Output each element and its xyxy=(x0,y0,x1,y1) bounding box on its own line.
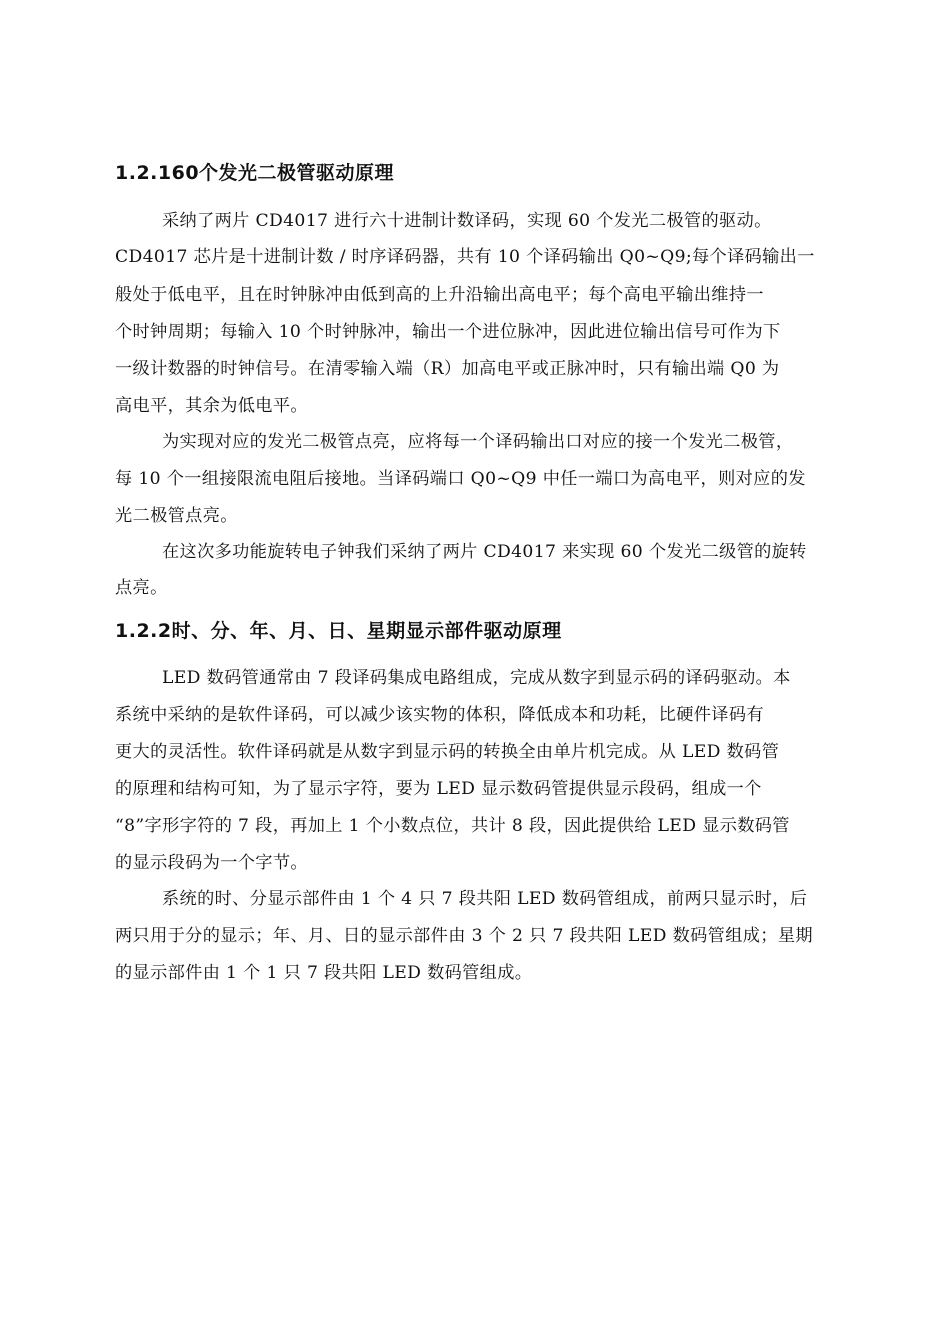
paragraph-line: 个时钟周期；每输入 10 个时钟脉冲，输出一个进位脉冲，因此进位输出信号可作为下 xyxy=(115,322,781,342)
paragraph-line: 一级计数器的时钟信号。在清零输入端（R）加高电平或正脉冲时，只有输出端 Q0 为 xyxy=(115,359,780,379)
section-heading-1-2-2: 1.2.2时、分、年、月、日、星期显示部件驱动原理 xyxy=(115,620,562,642)
paragraph-line: LED 数码管通常由 7 段译码集成电路组成，完成从数字到显示码的译码驱动。本 xyxy=(162,668,791,688)
paragraph-line: 的显示段码为一个字节。 xyxy=(115,853,308,873)
paragraph-line: 高电平，其余为低电平。 xyxy=(115,396,308,416)
paragraph-line: 的显示部件由 1 个 1 只 7 段共阳 LED 数码管组成。 xyxy=(115,963,533,983)
paragraph-line: 为实现对应的发光二极管点亮，应将每一个译码输出口对应的接一个发光二极管， xyxy=(162,432,794,452)
paragraph-line: 般处于低电平，且在时钟脉冲由低到高的上升沿输出高电平；每个高电平输出维持一 xyxy=(115,285,764,305)
paragraph-line: 系统中采纳的是软件译码，可以减少该实物的体积，降低成本和功耗，比硬件译码有 xyxy=(115,705,764,725)
paragraph-line: 系统的时、分显示部件由 1 个 4 只 7 段共阳 LED 数码管组成，前两只显示时，后 xyxy=(162,889,808,909)
paragraph-line: 点亮。 xyxy=(115,578,168,598)
paragraph-line: 的原理和结构可知，为了显示字符，要为 LED 显示数码管提供显示段码，组成一个 xyxy=(115,779,762,799)
paragraph-line: CD4017 芯片是十进制计数 / 时序译码器，共有 10 个译码输出 Q0~Q9;每个译码输出一 xyxy=(115,247,815,267)
paragraph-line: 在这次多功能旋转电子钟我们采纳了两片 CD4017 来实现 60 个发光二级管的旋转 xyxy=(162,542,807,562)
paragraph-line: 采纳了两片 CD4017 进行六十进制计数译码，实现 60 个发光二极管的驱动。 xyxy=(162,211,772,231)
paragraph-line: “8”字形字符的 7 段，再加上 1 个小数点位，共计 8 段，因此提供给 LED 显示数码管 xyxy=(115,816,790,836)
paragraph-line: 更大的灵活性。软件译码就是从数字到显示码的转换全由单片机完成。从 LED 数码管 xyxy=(115,742,780,762)
section-heading-1-2-1: 1.2.160个发光二极管驱动原理 xyxy=(115,162,395,184)
paragraph-line: 每 10 个一组接限流电阻后接地。当译码端口 Q0~Q9 中任一端口为高电平，则对应的发 xyxy=(115,469,806,489)
paragraph-line: 光二极管点亮。 xyxy=(115,506,238,526)
paragraph-line: 两只用于分的显示；年、月、日的显示部件由 3 个 2 只 7 段共阳 LED 数码管组成；星期 xyxy=(115,926,813,946)
